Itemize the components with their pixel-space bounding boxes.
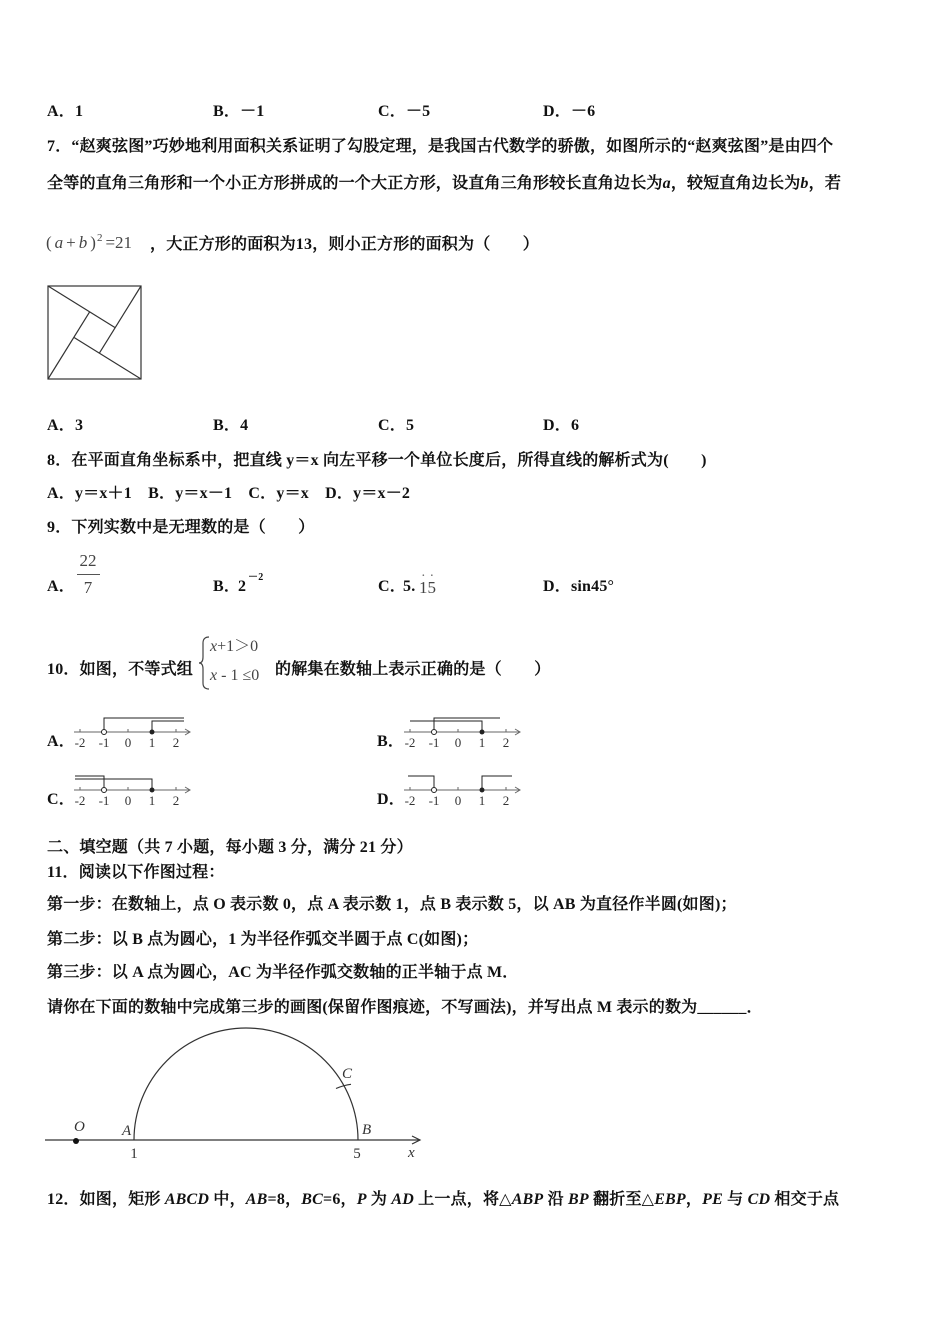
q7-option-d: D．6 — [543, 417, 580, 434]
q7-option-b: B．4 — [213, 417, 249, 434]
power-base: 2 — [238, 578, 247, 595]
ray-from-1 — [482, 776, 512, 790]
q10-option-a-label: A． — [47, 733, 75, 750]
q7-stem-line3: ，大正方形的面积为13，则小正方形的面积为（ ） — [150, 236, 540, 253]
label-a: A — [122, 1123, 132, 1139]
ray-from-minus-1 — [104, 718, 184, 732]
q9-option-b-label: B． — [213, 578, 241, 595]
q10-option-d-label: D． — [377, 791, 405, 808]
q12-var: BP — [568, 1191, 589, 1208]
ray-from-1 — [75, 779, 152, 790]
q12-text: =6， — [323, 1191, 357, 1208]
q12-text: 与 — [722, 1191, 748, 1208]
triangle-leg — [74, 337, 141, 379]
var-b: b — [800, 175, 809, 192]
q7-option-a: A．3 — [47, 417, 84, 434]
q8-stem: 8．在平面直角坐标系中，把直线 y＝x 向左平移一个单位长度后，所得直线的解析式为( ) — [47, 452, 707, 469]
q11-question: 请你在下面的数轴中完成第三步的画图(保留作图痕迹，不写画法)，并写出点 M 表示的数为______． — [47, 999, 763, 1016]
inequality-rest: +1＞0 — [217, 638, 259, 655]
zhao-shuang-diagram — [46, 284, 144, 382]
ray-from-1 — [152, 721, 184, 732]
q6-option-c: C．－5 — [378, 103, 431, 120]
tick-label: -2 — [74, 793, 86, 808]
q12-text: ， — [685, 1191, 703, 1208]
q12-text: 翻折至△ — [588, 1191, 655, 1208]
q10-option-b-label: B． — [377, 733, 405, 750]
number-line-option-a — [72, 712, 196, 756]
tick-label: 2 — [502, 793, 510, 808]
label-1: 1 — [130, 1146, 138, 1162]
q7-stem-line2 — [47, 175, 841, 193]
semicircle-figure — [40, 1020, 430, 1165]
power-exponent: －2 — [248, 572, 264, 583]
q12-var: EBP — [654, 1191, 686, 1208]
label-c: C — [342, 1066, 353, 1082]
q12-text: 上一点，将△ — [413, 1191, 512, 1208]
label-b: B — [362, 1122, 372, 1138]
q12-var: ABCD — [164, 1191, 210, 1208]
tick-label: 0 — [454, 735, 462, 750]
q10-stem-pre: 10．如图，不等式组 — [47, 661, 194, 678]
q6-option-d: D．－6 — [543, 103, 596, 120]
tick-label: 0 — [124, 793, 132, 808]
open-dot — [432, 788, 437, 793]
formula-close-paren: ) — [90, 233, 96, 252]
solid-dot — [480, 730, 485, 735]
q11-step2: 第二步：以 B 点为圆心，1 为半径作弧交半圆于点 C(如图)； — [47, 931, 479, 948]
q12-text: =8， — [267, 1191, 302, 1208]
fraction-numerator: 22 — [79, 551, 97, 570]
q6-option-b: B．－1 — [213, 103, 265, 120]
inequality-rest: - 1 ≤0 — [217, 667, 260, 684]
q7-line2-text: ，较短直角边长为 — [670, 175, 801, 192]
tick-label: 1 — [148, 735, 156, 750]
tick-label: -2 — [404, 735, 416, 750]
formula-exponent: 2 — [96, 232, 103, 244]
q12-var: AB — [245, 1191, 268, 1208]
solid-dot — [150, 730, 155, 735]
tick-label: -1 — [428, 793, 440, 808]
q6-option-a: A．1 — [47, 103, 84, 120]
q9-option-c-label: C． — [378, 578, 406, 595]
label-5: 5 — [353, 1146, 361, 1162]
q10-stem-post: 的解集在数轴上表示正确的是（ ） — [275, 661, 551, 678]
open-dot — [432, 730, 437, 735]
formula-plus: + — [66, 233, 76, 252]
tick-label: -2 — [74, 735, 86, 750]
q11-step3: 第三步：以 A 点为圆心，AC 为半径作弧交数轴的正半轴于点 M． — [47, 964, 519, 981]
var-a: a — [662, 175, 671, 192]
q9-stem: 9．下列实数中是无理数的是（ ） — [47, 519, 315, 536]
q7-line2-text: 全等的直角三角形和一个小正方形拼成的一个大正方形，设直角三角形较长直角边长为 — [47, 175, 663, 192]
tick-label: -1 — [98, 735, 110, 750]
number-line-option-d — [402, 770, 526, 814]
q12-var: AD — [391, 1191, 414, 1208]
q12-var: BC — [301, 1191, 324, 1208]
tick-label: 1 — [478, 735, 486, 750]
tick-label: 0 — [454, 793, 462, 808]
tick-label: 1 — [148, 793, 156, 808]
number-line-option-c — [72, 770, 196, 814]
q12-text: 12．如图，矩形 — [47, 1191, 165, 1208]
open-dot — [102, 788, 107, 793]
inequality-1 — [210, 637, 258, 657]
formula-b: b — [78, 233, 88, 252]
q10-option-c-label: C． — [47, 791, 75, 808]
q7-formula — [46, 228, 135, 253]
triangle-leg — [99, 286, 141, 353]
formula-open-paren: ( — [46, 233, 52, 252]
q12-stem — [47, 1191, 839, 1209]
ray-from-1 — [410, 721, 482, 732]
inequality-variable: x — [210, 638, 218, 655]
solid-dot — [150, 788, 155, 793]
q12-var: ABP — [511, 1191, 544, 1208]
q12-text: 为 — [366, 1191, 392, 1208]
tick-label: -2 — [404, 793, 416, 808]
q12-text: 沿 — [543, 1191, 569, 1208]
triangle-leg — [48, 286, 115, 328]
q9-option-a-label: A． — [47, 578, 75, 595]
solid-dot — [480, 788, 485, 793]
tick-label: 1 — [478, 793, 486, 808]
triangle-leg — [48, 312, 90, 379]
tick-label: -1 — [428, 735, 440, 750]
inequality-variable: x — [210, 667, 218, 684]
q9-option-d-label: D． — [543, 578, 571, 595]
inequality-2 — [210, 666, 259, 686]
tick-label: -1 — [98, 793, 110, 808]
semicircle-arc — [134, 1028, 358, 1140]
section-heading: 二、填空题（共 7 小题，每小题 3 分，满分 21 分） — [47, 839, 413, 856]
brace-path — [199, 637, 209, 689]
q7-stem-line1: 7．“赵爽弦图”巧妙地利用面积关系证明了勾股定理，是我国古代数学的骄傲，如图所示的“赵爽弦图”是由四个 — [47, 138, 834, 155]
q11-stem: 11．阅读以下作图过程： — [47, 864, 225, 881]
label-o: O — [74, 1119, 85, 1135]
q12-text: 相交于点 — [770, 1191, 840, 1208]
q8-options: A．y＝x＋1 B．y＝x－1 C．y＝x D．y＝x－2 — [47, 485, 411, 502]
tick-label: 2 — [172, 793, 180, 808]
repeating-digit: · 5 — [428, 578, 437, 598]
q7-line2-text: ，若 — [808, 175, 842, 192]
q12-text: 中， — [209, 1191, 246, 1208]
q9-option-d-text: sin45° — [570, 578, 615, 595]
repeating-decimal-digits — [419, 578, 436, 598]
formula-equals: =21 — [105, 233, 133, 252]
tick-label: 2 — [172, 735, 180, 750]
big-square — [48, 286, 141, 379]
open-dot — [102, 730, 107, 735]
q12-var: CD — [747, 1191, 771, 1208]
ray-from-minus-1 — [75, 776, 104, 790]
q12-var: P — [356, 1191, 367, 1208]
repeating-digit: · 1 — [419, 578, 428, 598]
formula-a: a — [54, 233, 64, 252]
tick-label: 2 — [502, 735, 510, 750]
label-x: x — [408, 1145, 415, 1161]
repeating-decimal-integer: 5. — [403, 578, 416, 595]
number-line-option-b — [402, 712, 526, 756]
fraction-bar — [77, 574, 100, 575]
ray-from-minus-1 — [408, 776, 434, 790]
tick-label: 0 — [124, 735, 132, 750]
q11-step1: 第一步：在数轴上，点 O 表示数 0，点 A 表示数 1，点 B 表示数 5，以 AB 为直径作半圆(如图)； — [47, 896, 737, 913]
fraction-denominator: 7 — [83, 578, 93, 597]
ray-from-minus-1 — [434, 718, 500, 732]
q12-var: PE — [702, 1191, 723, 1208]
q9-option-d — [543, 578, 614, 596]
point-o — [73, 1138, 79, 1144]
q7-option-c: C．5 — [378, 417, 415, 434]
